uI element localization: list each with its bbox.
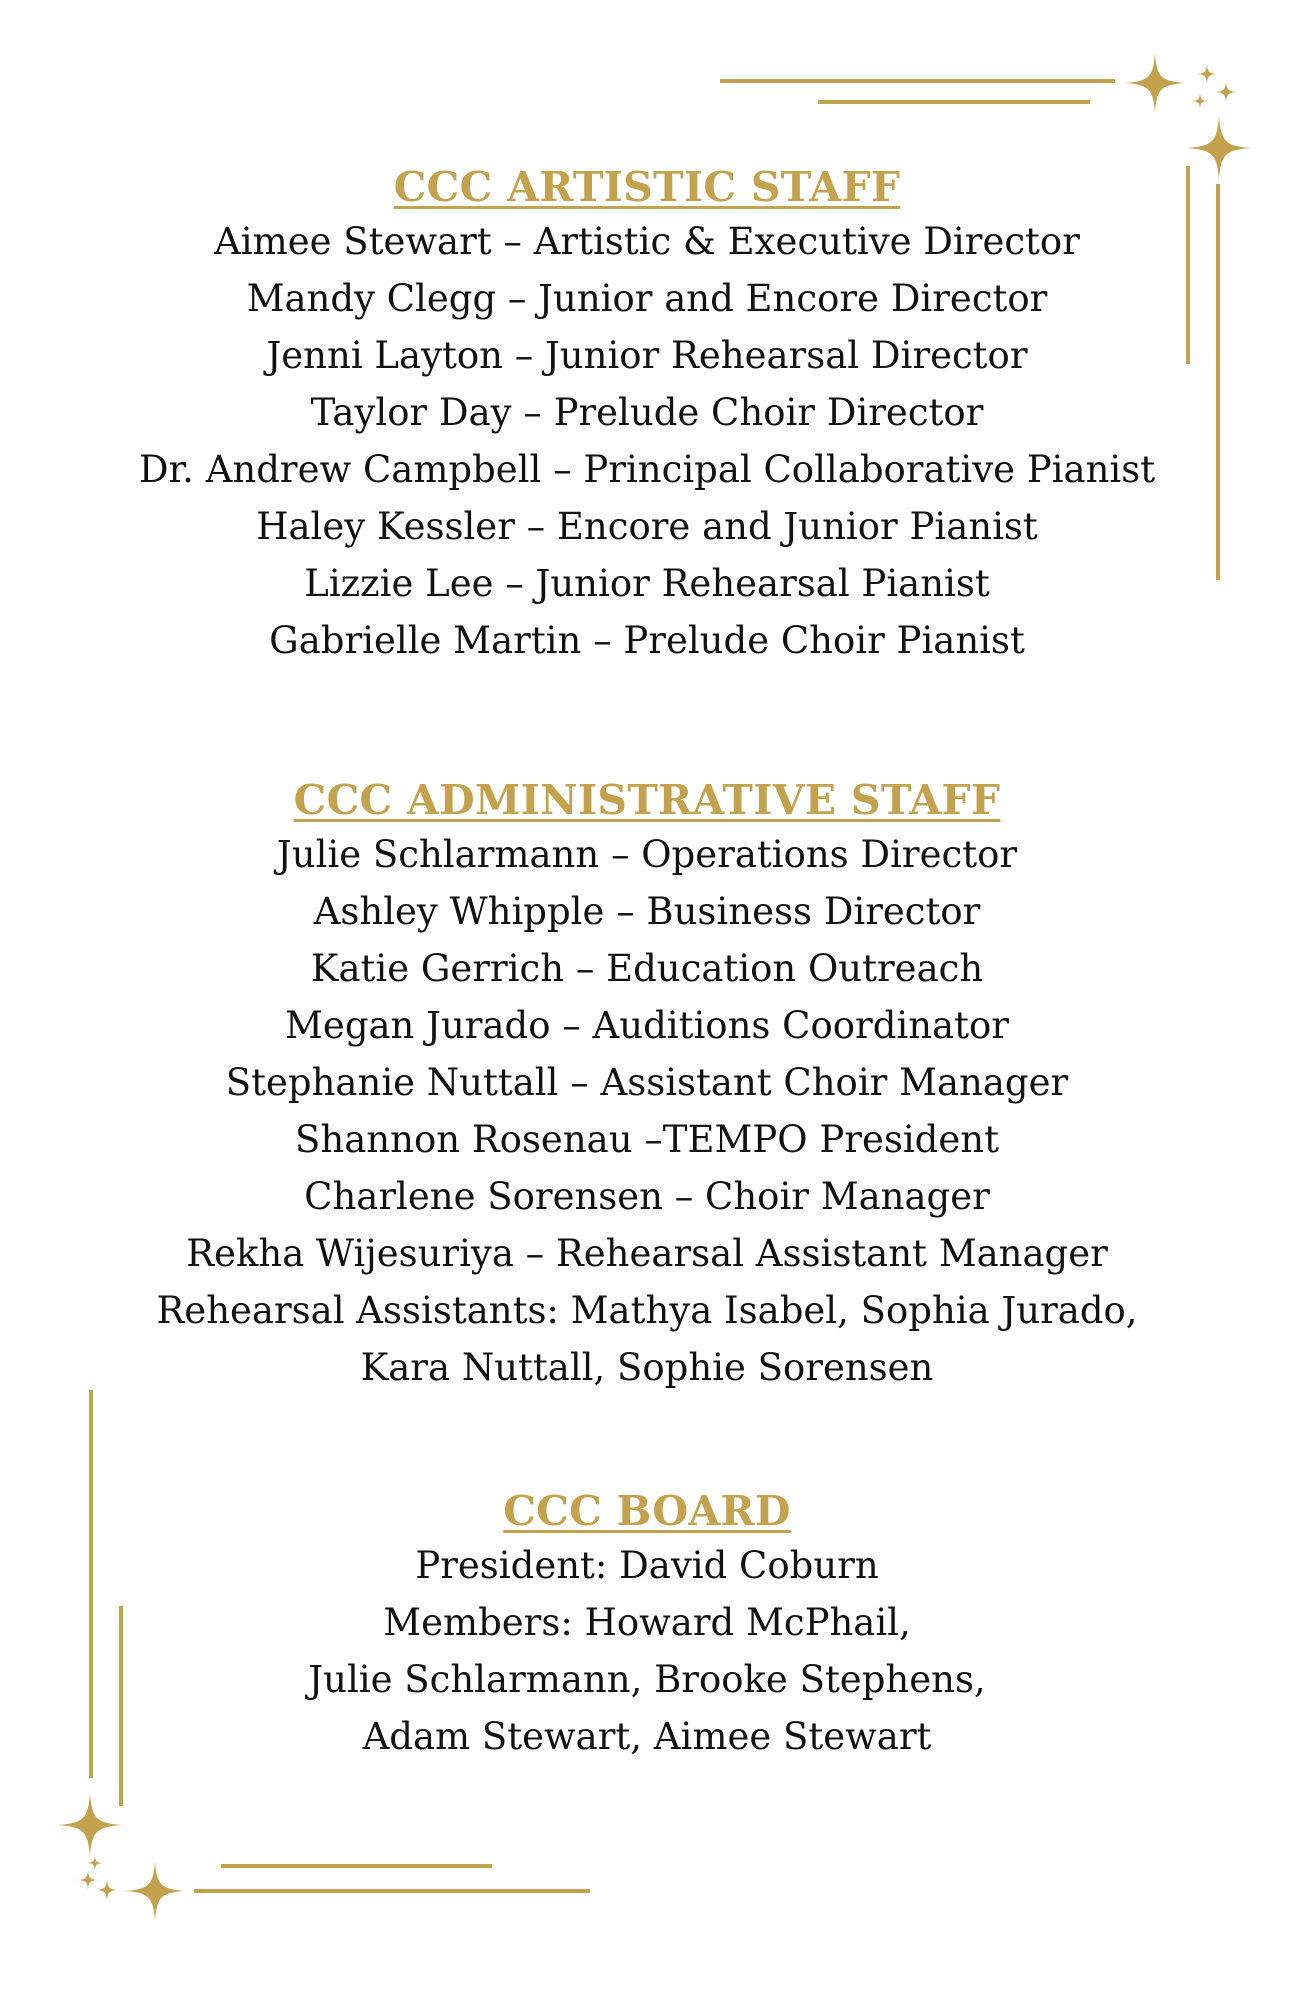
staff-line: Ashley Whipple – Business Director xyxy=(313,890,981,933)
staff-line: Haley Kessler – Encore and Junior Pianist xyxy=(256,505,1038,548)
staff-line: Aimee Stewart – Artistic & Executive Director xyxy=(214,220,1080,263)
staff-line: Shannon Rosenau –TEMPO President xyxy=(295,1118,999,1161)
staff-line: Julie Schlarmann – Operations Director xyxy=(276,833,1018,876)
staff-line: Rehearsal Assistants: Mathya Isabel, Sophia Jurado, xyxy=(156,1289,1138,1332)
administrative-staff-section xyxy=(0,771,1294,1396)
artistic-staff-section xyxy=(0,158,1294,669)
staff-line: Taylor Day – Prelude Choir Director xyxy=(310,391,984,434)
section-heading: CCC ARTISTIC STAFF xyxy=(393,163,901,211)
staff-line: Mandy Clegg – Junior and Encore Director xyxy=(246,277,1048,320)
staff-line: Lizzie Lee – Junior Rehearsal Pianist xyxy=(304,562,990,605)
board-line: Julie Schlarmann, Brooke Stephens, xyxy=(308,1658,986,1701)
staff-line: Rekha Wijesuriya – Rehearsal Assistant Manager xyxy=(186,1232,1108,1275)
staff-line: Dr. Andrew Campbell – Principal Collaborative Pianist xyxy=(138,448,1156,491)
board-line: Adam Stewart, Aimee Stewart xyxy=(362,1715,932,1758)
staff-line: Charlene Sorensen – Choir Manager xyxy=(304,1175,990,1218)
board-line: President: David Coburn xyxy=(415,1544,879,1587)
board-line: Members: Howard McPhail, xyxy=(383,1601,911,1644)
section-heading: CCC BOARD xyxy=(503,1487,791,1535)
staff-line: Gabrielle Martin – Prelude Choir Pianist xyxy=(269,619,1025,662)
sparkle-star-icon xyxy=(58,1793,185,1921)
section-heading: CCC ADMINISTRATIVE STAFF xyxy=(293,776,1001,824)
board-section xyxy=(0,1482,1294,1765)
staff-line: Kara Nuttall, Sophie Sorensen xyxy=(360,1346,934,1389)
staff-line: Megan Jurado – Auditions Coordinator xyxy=(285,1004,1009,1047)
staff-line: Jenni Layton – Junior Rehearsal Director xyxy=(266,334,1028,377)
staff-line: Katie Gerrich – Education Outreach xyxy=(310,947,984,990)
staff-line: Stephanie Nuttall – Assistant Choir Manager xyxy=(225,1061,1069,1104)
